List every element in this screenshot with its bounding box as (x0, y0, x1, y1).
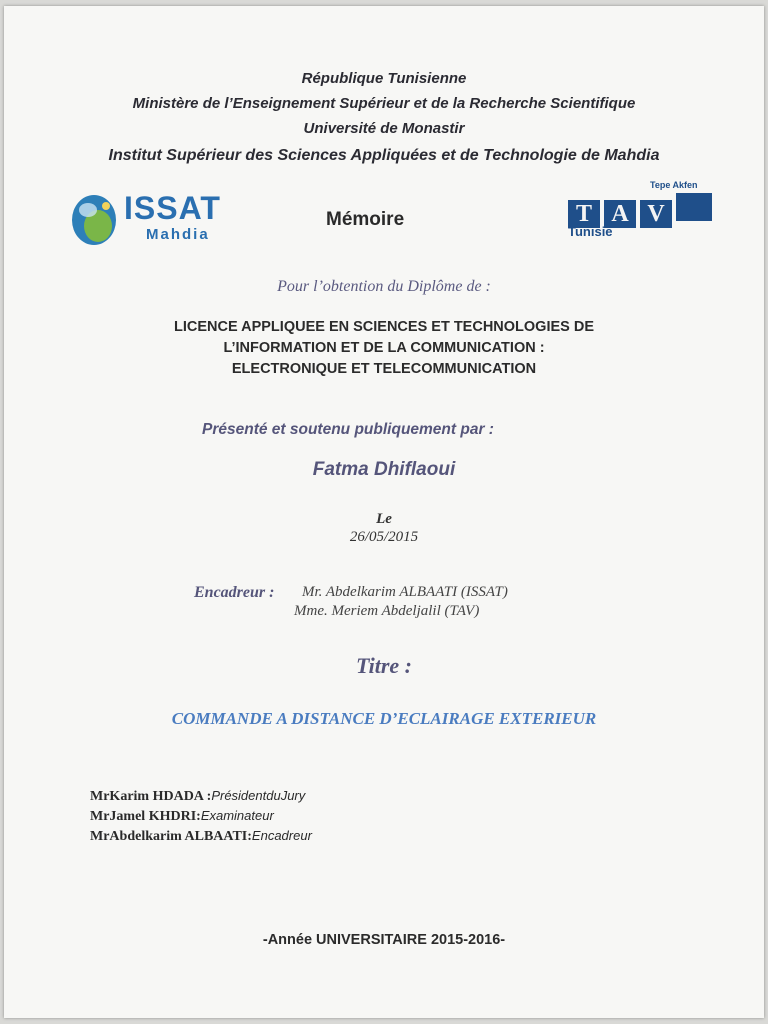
jury-member-3-role: Encadreur (251, 828, 312, 843)
project-title: COMMANDE A DISTANCE D’ECLAIRAGE EXTERIEUR (171, 709, 597, 728)
jury-member-2 (90, 808, 274, 825)
title-label: Titre : (356, 653, 412, 678)
tav-letter-t: T (568, 200, 600, 228)
supervisor-label: Encadreur : (194, 584, 275, 601)
jury-member-3 (90, 828, 312, 845)
jury-member-1-name: MrKarim HDADA : (90, 789, 212, 804)
jury-member-1 (90, 788, 305, 805)
diploma-line-2: L’INFORMATION ET DE LA COMMUNICATION : (223, 340, 545, 356)
presented-by-text: Présenté et soutenu publiquement par : (202, 421, 494, 438)
tav-letters (568, 193, 716, 228)
tav-logo-country: Tunisie (568, 224, 613, 239)
diploma-line-3: ELECTRONIQUE ET TELECOMMUNICATION (231, 361, 537, 377)
supervisor-first: Mr. Abdelkarim ALBAATI (ISSAT) (302, 584, 508, 600)
memoire-label: Mémoire (326, 209, 405, 230)
tav-letter-blank (676, 193, 712, 221)
issat-logo (70, 188, 230, 248)
jury-member-1-role: PrésidentduJury (211, 788, 306, 803)
issat-globe-icon (70, 190, 118, 246)
obtention-text: Pour l’obtention du Diplôme de : (277, 278, 491, 295)
date-value: 26/05/2015 (349, 529, 419, 545)
document-page (4, 6, 764, 1018)
header-university: Université de Monastir (303, 120, 465, 137)
jury-member-2-role: Examinateur (200, 808, 274, 823)
supervisor-second: Mme. Meriem Abdeljalil (TAV) (294, 603, 480, 619)
tav-letter-a: A (604, 200, 636, 228)
jury-member-2-name: MrJamel KHDRI: (90, 809, 201, 824)
issat-logo-name: ISSAT (124, 190, 221, 226)
header-ministry: Ministère de l’Enseignement Supérieur et de la Recherche Scientifique (132, 95, 636, 112)
diploma-line-1: LICENCE APPLIQUEE EN SCIENCES ET TECHNOLOGIES DE (173, 319, 595, 335)
jury-member-3-name: MrAbdelkarim ALBAATI: (90, 829, 252, 844)
tav-logo (566, 180, 726, 250)
header-institute: Institut Supérieur des Sciences Appliquées et de Technologie de Mahdia (108, 147, 660, 164)
author-name: Fatma Dhiflaoui (312, 459, 456, 480)
tav-letter-v: V (640, 200, 672, 228)
date-label: Le (376, 511, 392, 527)
academic-year: -Année UNIVERSITAIRE 2015-2016- (262, 932, 506, 948)
tav-logo-top: Tepe Akfen (650, 180, 698, 190)
issat-logo-city: Mahdia (146, 226, 210, 243)
header-republic: République Tunisienne (301, 70, 467, 87)
